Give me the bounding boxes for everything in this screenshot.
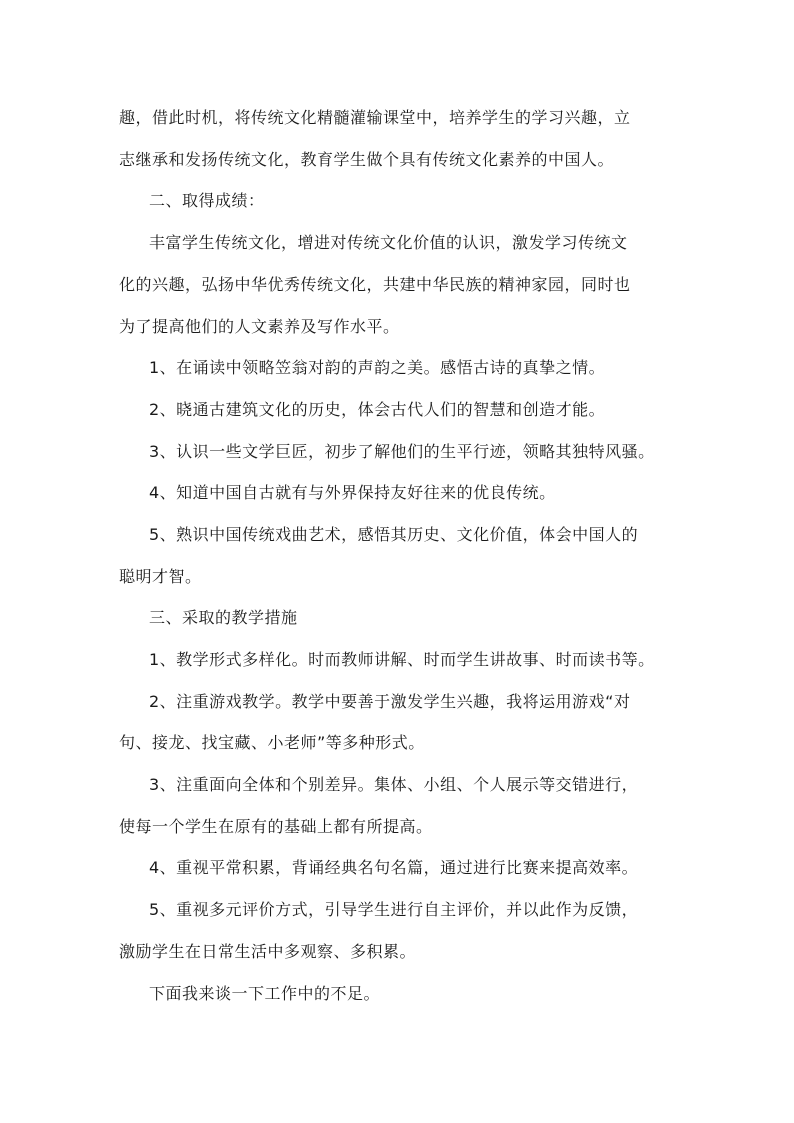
paragraph-line: 丰富学生传统文化，增进对传统文化价值的认识，激发学习传统文 [149,233,628,252]
list-item: 2、注重游戏教学。教学中要善于激发学生兴趣，我将运用游戏“对 [149,692,631,711]
paragraph-line: 化的兴趣，弘扬中华优秀传统文化，共建中华民族的精神家园，同时也 [119,275,631,294]
list-item: 5、熟识中国传统戏曲艺术，感悟其历史、文化价值，体会中国人的 [149,525,639,544]
list-item: 1、教学形式多样化。时而教师讲解、时而学生讲故事、时而读书等。 [149,650,655,669]
paragraph-line: 下面我来谈一下工作中的不足。 [149,984,381,1003]
list-item: 4、知道中国自古就有与外界保持友好往来的优良传统。 [149,483,556,502]
paragraph-line: 聪明才智。 [119,567,202,586]
list-item: 4、重视平常积累，背诵经典名句名篇，通过进行比赛来提高效率。 [149,858,639,877]
list-item: 3、认识一些文学巨匠，初步了解他们的生平行迹，领略其独特风骚。 [149,442,655,461]
list-item: 1、在诵读中领略笠翁对韵的声韵之美。感悟古诗的真挚之情。 [149,358,606,377]
list-item: 5、重视多元评价方式，引导学生进行自主评价，并以此作为反馈， [149,900,639,919]
paragraph-line: 为了提高他们的人文素养及写作水平。 [119,317,400,336]
list-item: 2、晓通古建筑文化的历史，体会古代人们的智慧和创造才能。 [149,400,606,419]
section-heading: 三、采取的教学措施 [149,608,298,627]
paragraph-line: 句、接龙、找宝藏、小老师”等多种形式。 [119,733,425,752]
list-item: 3、注重面向全体和个别差异。集体、小组、个人展示等交错进行， [149,775,639,794]
paragraph-line: 志继承和发扬传统文化，教育学生做个具有传统文化素养的中国人。 [119,150,615,169]
section-heading: 二、取得成绩： [149,191,265,210]
paragraph-line: 激励学生在日常生活中多观察、多积累。 [119,942,417,961]
paragraph-line: 使每一个学生在原有的基础上都有所提高。 [119,817,433,836]
paragraph-line: 趣，借此时机，将传统文化精髓灌输课堂中，培养学生的学习兴趣，立 [119,108,631,127]
